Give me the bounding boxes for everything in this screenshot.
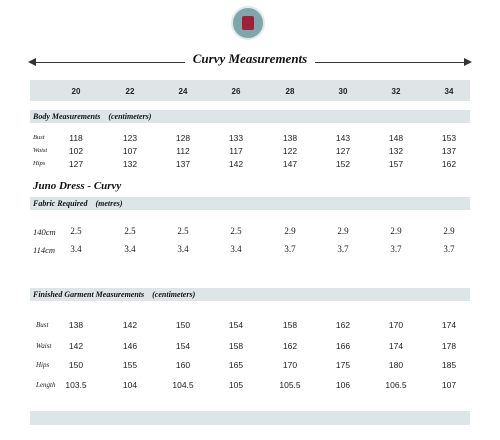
table-cell: 162 [441, 159, 457, 169]
table-cell: 2.5 [70, 226, 82, 236]
table-cell: 107 [122, 146, 138, 156]
table-cell: 147 [282, 159, 298, 169]
table-cell: 157 [388, 159, 404, 169]
table-cell: 103.5 [65, 380, 87, 390]
table-cell: 138 [282, 133, 298, 143]
table-cell: 170 [282, 360, 298, 370]
table-cell: 105.5 [279, 380, 301, 390]
table-cell: 2.5 [177, 226, 189, 236]
table-cell: 146 [122, 341, 138, 351]
table-cell: 174 [441, 320, 457, 330]
row-label: Hips [33, 160, 46, 167]
table-cell: 153 [441, 133, 457, 143]
arrow-right-icon [464, 58, 472, 66]
size-header-cell: 20 [71, 87, 81, 96]
table-cell: 2.9 [443, 226, 455, 236]
table-cell: 152 [335, 159, 351, 169]
table-cell: 137 [441, 146, 457, 156]
size-header-cell: 26 [231, 87, 241, 96]
table-cell: 105 [228, 380, 244, 390]
brand-logo [231, 6, 265, 40]
row-label: 114cm [33, 245, 56, 255]
table-cell: 112 [176, 146, 190, 156]
table-cell: 132 [388, 146, 404, 156]
table-cell: 127 [335, 146, 351, 156]
table-cell: 155 [122, 360, 138, 370]
table-cell: 150 [68, 360, 84, 370]
size-header-cell: 30 [338, 87, 348, 96]
table-cell: 3.7 [284, 244, 296, 254]
row-label: Bust [33, 134, 45, 141]
dress-title: Juno Dress - Curvy [33, 180, 122, 192]
table-cell: 2.5 [124, 226, 136, 236]
table-cell: 178 [441, 341, 457, 351]
table-cell: 175 [335, 360, 351, 370]
size-header-cell: 28 [285, 87, 295, 96]
table-cell: 158 [228, 341, 244, 351]
table-cell: 104 [122, 380, 138, 390]
table-cell: 128 [175, 133, 191, 143]
size-header-cell: 22 [125, 87, 135, 96]
row-label: Hips [36, 361, 50, 369]
table-cell: 122 [282, 146, 298, 156]
table-cell: 137 [175, 159, 191, 169]
arrow-line-right [315, 62, 465, 63]
size-header-cell: 34 [444, 87, 454, 96]
table-cell: 3.7 [390, 244, 402, 254]
footer-band [30, 411, 470, 425]
table-cell: 138 [68, 320, 84, 330]
table-cell: 166 [335, 341, 351, 351]
table-cell: 154 [228, 320, 244, 330]
table-cell: 142 [68, 341, 84, 351]
row-label: Length [36, 381, 56, 389]
table-cell: 2.9 [284, 226, 296, 236]
table-cell: 142 [122, 320, 138, 330]
table-cell: 150 [175, 320, 191, 330]
table-cell: 106.5 [385, 380, 407, 390]
fabric-required-heading: Fabric Required (metres) [33, 199, 123, 208]
table-cell: 142 [228, 159, 244, 169]
table-cell: 3.7 [337, 244, 349, 254]
size-header-cell: 24 [178, 87, 188, 96]
page-title: Curvy Measurements [192, 51, 308, 66]
table-cell: 106 [335, 380, 351, 390]
table-cell: 148 [388, 133, 404, 143]
table-cell: 3.4 [124, 244, 136, 254]
table-cell: 170 [388, 320, 404, 330]
table-cell: 102 [68, 146, 84, 156]
table-cell: 3.4 [70, 244, 82, 254]
table-cell: 158 [282, 320, 298, 330]
table-cell: 162 [282, 341, 298, 351]
table-cell: 3.4 [230, 244, 242, 254]
table-cell: 133 [228, 133, 244, 143]
row-label: Bust [36, 321, 49, 329]
table-cell: 3.7 [443, 244, 455, 254]
table-cell: 127 [68, 159, 84, 169]
table-cell: 104.5 [172, 380, 194, 390]
table-cell: 132 [122, 159, 138, 169]
finished-garment-heading: Finished Garment Measurements (centimeters) [33, 290, 196, 299]
table-cell: 154 [175, 341, 191, 351]
table-cell: 2.9 [337, 226, 349, 236]
spool-icon [242, 16, 254, 30]
table-cell: 2.5 [230, 226, 242, 236]
table-cell: 107 [441, 380, 457, 390]
table-cell: 185 [441, 360, 457, 370]
table-cell: 143 [335, 133, 351, 143]
size-header-cell: 32 [391, 87, 401, 96]
table-cell: 180 [388, 360, 404, 370]
table-cell: 162 [335, 320, 351, 330]
body-measurements-heading: Body Measurements (centimeters) [33, 112, 152, 121]
table-cell: 118 [69, 133, 83, 143]
table-cell: 123 [122, 133, 138, 143]
table-cell: 165 [228, 360, 244, 370]
row-label: 140cm [33, 227, 56, 237]
table-cell: 2.9 [390, 226, 402, 236]
row-label: Waist [33, 147, 48, 154]
table-cell: 174 [388, 341, 404, 351]
table-cell: 117 [229, 146, 243, 156]
table-cell: 160 [175, 360, 191, 370]
row-label: Waist [36, 342, 52, 350]
table-cell: 3.4 [177, 244, 189, 254]
